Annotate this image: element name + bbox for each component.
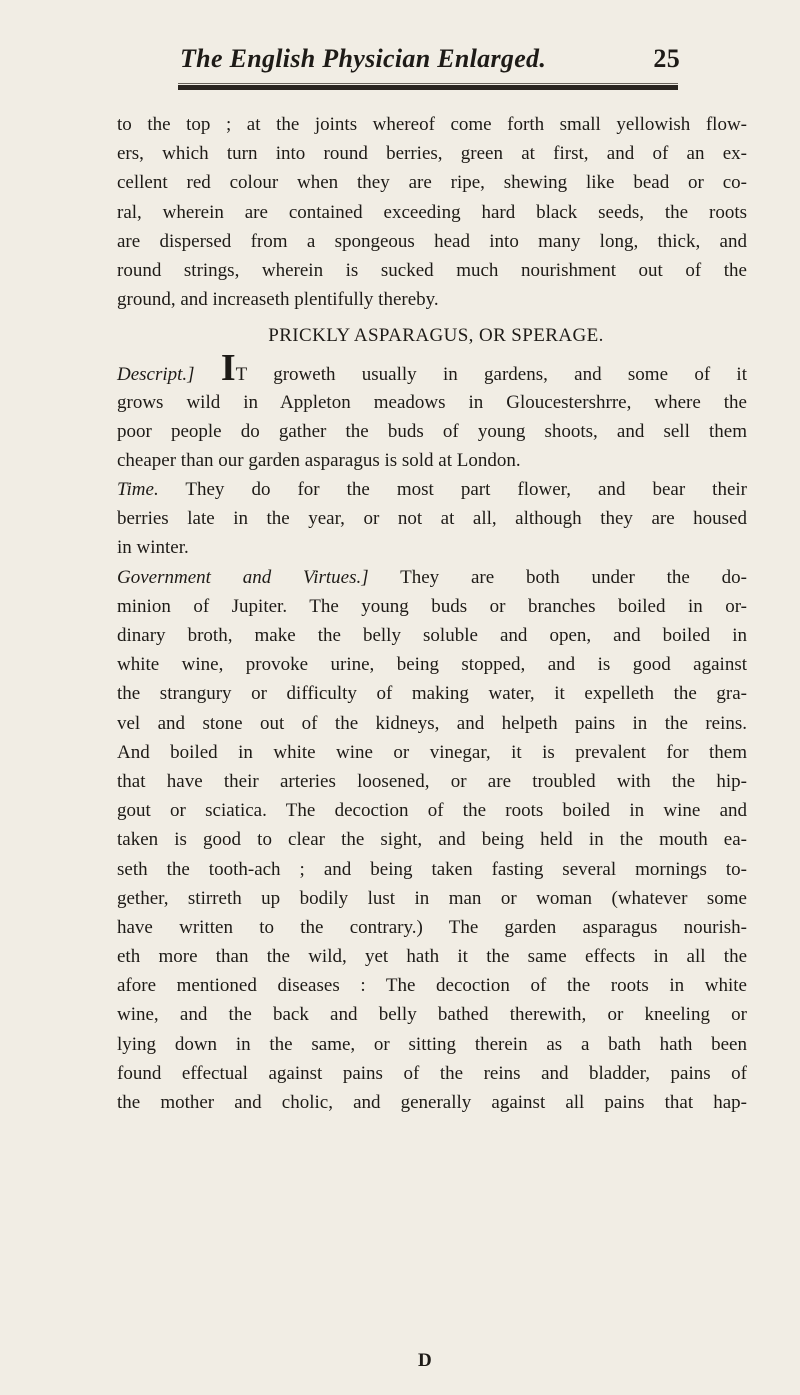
text-line: berries late in the year, or not at all, although they are housed (117, 508, 747, 530)
section-heading: PRICKLY ASPARAGUS, OR SPERAGE. (268, 325, 604, 347)
text-line: ral, wherein are contained exceeding hard black seeds, the roots (117, 201, 747, 223)
text-line: are dispersed from a spongeous head into many long, thick, and (117, 230, 747, 252)
descript-first-line (117, 347, 747, 390)
time-label: Time. (117, 479, 159, 501)
text-line: the strangury or difficulty of making water, it expelleth the gra- (117, 683, 747, 705)
body-text (117, 110, 747, 1117)
text-line: cheaper than our garden asparagus is sold at London. (117, 449, 521, 471)
text-line: minion of Jupiter. The young buds or branches boiled in or- (117, 595, 747, 617)
text-line: found effectual against pains of the reins and bladder, pains of (117, 1062, 747, 1084)
text-line: lying down in the same, or sitting therein as a bath hath been (117, 1033, 747, 1055)
text-line: ers, which turn into round berries, green at first, and of an ex- (117, 143, 747, 165)
text-line: poor people do gather the buds of young shoots, and sell them (117, 420, 747, 442)
text-line: afore mentioned diseases : The decoction of the roots in white (117, 975, 747, 997)
text-line: round strings, wherein is sucked much nourishment out of the (117, 259, 747, 281)
government-first-line (117, 563, 747, 592)
drop-initial: I (220, 347, 236, 390)
text-line: grows wild in Appleton meadows in Gloucestershrre, where the (117, 391, 747, 413)
government-label: Government and Virtues.] (117, 566, 369, 588)
text-line: dinary broth, make the belly soluble and open, and boiled in (117, 625, 747, 646)
text-line: gout or sciatica. The decoction of the roots boiled in wine and (117, 800, 747, 822)
header-rule (178, 85, 678, 90)
text-line: eth more than the wild, yet hath it the same effects in all the (117, 946, 747, 968)
time-first-text: They do for the most part flower, and bear their (185, 479, 747, 501)
text-line: cellent red colour when they are ripe, shewing like bead or co- (117, 172, 747, 194)
page-number: 25 (653, 44, 680, 73)
text-line: white wine, provoke urine, being stopped, and is good against (117, 654, 747, 676)
text-line: ground, and increaseth plentifully thereby. (117, 289, 439, 311)
descript-label: Descript.] (117, 364, 195, 386)
running-head (180, 44, 680, 84)
text-line: And boiled in white wine or vinegar, it is prevalent for them (117, 741, 747, 763)
signature-mark: D (418, 1350, 432, 1371)
text-line: seth the tooth-ach ; and being taken fasting several mornings to- (117, 858, 747, 880)
text-line: have written to the contrary.) The garden asparagus nourish- (117, 916, 747, 938)
text-line: vel and stone out of the kidneys, and helpeth pains in the reins. (117, 712, 747, 734)
text-line: to the top ; at the joints whereof come forth small yellowish flow- (117, 114, 747, 135)
text-line: in winter. (117, 537, 189, 559)
text-line: wine, and the back and belly bathed therewith, or kneeling or (117, 1004, 747, 1026)
text-line: taken is good to clear the sight, and being held in the mouth ea- (117, 829, 747, 851)
text-line: that have their arteries loosened, or are troubled with the hip- (117, 770, 747, 792)
time-first-line (117, 475, 747, 504)
text-line: the mother and cholic, and generally against all pains that hap- (117, 1092, 747, 1113)
descript-first-text: T groweth usually in gardens, and some of it (235, 364, 747, 386)
running-title: The English Physician Enlarged. (180, 44, 547, 73)
government-first-text: They are both under the do- (400, 566, 747, 588)
text-line: gether, stirreth up bodily lust in man or woman (whatever some (117, 887, 747, 909)
